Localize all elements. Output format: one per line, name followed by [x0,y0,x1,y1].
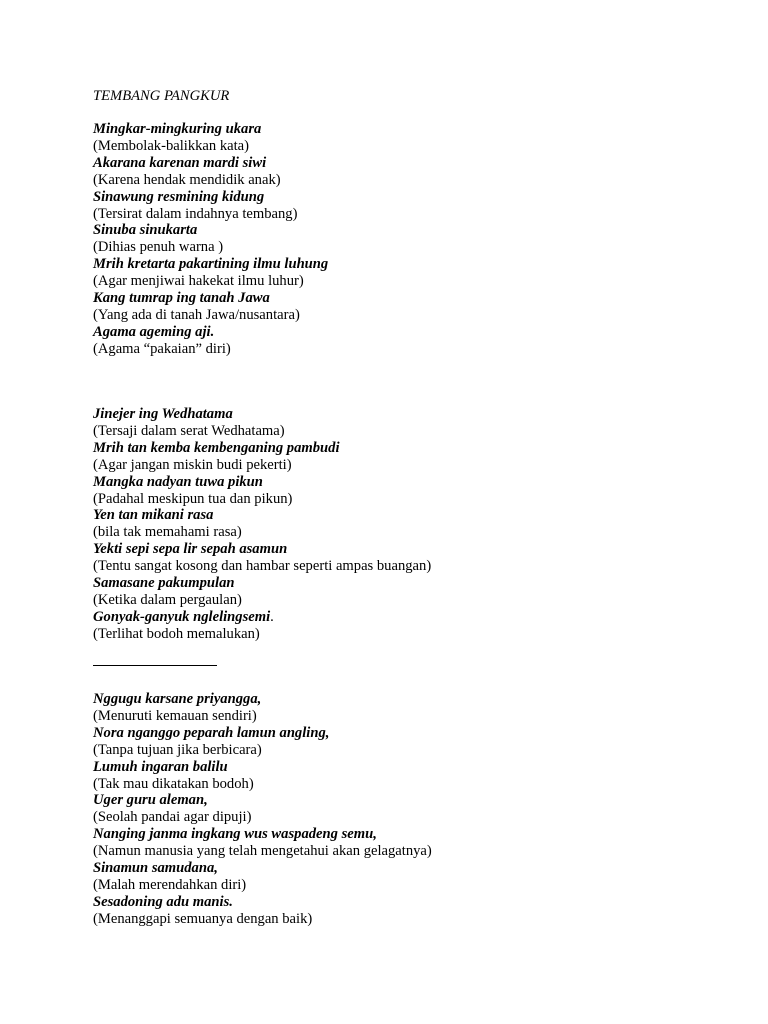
translation-line: (Ketika dalam pergaulan) [93,591,242,608]
javanese-line: Gonyak-ganyuk nglelingsemi [93,608,271,625]
translation-line: (Terlihat bodoh memalukan) [93,625,260,642]
translation-line: (Seolah pandai agar dipuji) [93,809,252,826]
javanese-line: Akarana karenan mardi siwi [93,154,267,171]
javanese-line: Mrih tan kemba kembenganing pambudi [93,439,340,456]
javanese-line: Agama ageming aji. [93,323,215,340]
translation-line: (bila tak memahami rasa) [93,524,242,541]
translation-line: (Tersaji dalam serat Wedhatama) [93,422,285,439]
translation-line: (Yang ada di tanah Jawa/nusantara) [93,306,300,323]
translation-line: (Tentu sangat kosong dan hambar seperti ampas buangan) [93,558,432,575]
javanese-line: Nora nganggo peparah lamun angling, [93,724,330,741]
javanese-line: Sinuba sinukarta [93,222,198,239]
translation-line: (Agama “pakaian” diri) [93,340,231,357]
translation-line: (Membolak-balikkan kata) [93,137,250,154]
javanese-line: Nggugu karsane priyangga, [93,691,262,707]
translation-line: (Malah merendahkan diri) [93,876,247,893]
translation-line: (Tak mau dikatakan bodoh) [93,775,254,792]
javanese-line: Uger guru aleman, [93,792,208,809]
stanza-1 [93,121,733,358]
stanza-3 [93,691,733,928]
title-block [93,88,733,105]
javanese-line: Yekti sepi sepa lir sepah asamun [93,541,288,558]
translation-line: (Menanggapi semuanya dengan baik) [93,910,313,927]
javanese-line: Lumuh ingaran balilu [93,758,228,775]
javanese-line: Yen tan mikani rasa [93,507,214,524]
javanese-line: Sinamun samudana, [93,860,218,877]
translation-line: (Tersirat dalam indahnya tembang) [93,205,298,222]
javanese-line: Mrih kretarta pakartining ilmu luhung [93,256,329,273]
translation-line: (Karena hendak mendidik anak) [93,171,281,188]
javanese-line: Sinawung resmining kidung [93,188,265,205]
page-title: TEMBANG PANGKUR [93,88,230,104]
stanza-2 [93,406,733,643]
javanese-line: Jinejer ing Wedhatama [93,406,233,422]
javanese-line-group [93,609,733,626]
javanese-line: Kang tumrap ing tanah Jawa [93,290,270,307]
javanese-line: Samasane pakumpulan [93,575,235,592]
translation-line: (Dihias penuh warna ) [93,239,224,256]
translation-line: (Padahal meskipun tua dan pikun) [93,490,293,507]
translation-line: (Tanpa tujuan jika berbicara) [93,741,262,758]
javanese-line: Mingkar-mingkuring ukara [93,121,262,137]
javanese-line-period: . [270,608,274,625]
translation-line: (Agar menjiwai hakekat ilmu luhur) [93,273,304,290]
translation-line: (Menuruti kemauan sendiri) [93,707,257,724]
section-divider [93,665,217,666]
javanese-line: Sesadoning adu manis. [93,893,233,910]
javanese-line: Mangka nadyan tuwa pikun [93,473,263,490]
javanese-line: Nanging janma ingkang wus waspadeng semu, [93,826,377,843]
translation-line: (Agar jangan miskin budi pekerti) [93,456,292,473]
translation-line: (Namun manusia yang telah mengetahui akan gelagatnya) [93,843,432,860]
